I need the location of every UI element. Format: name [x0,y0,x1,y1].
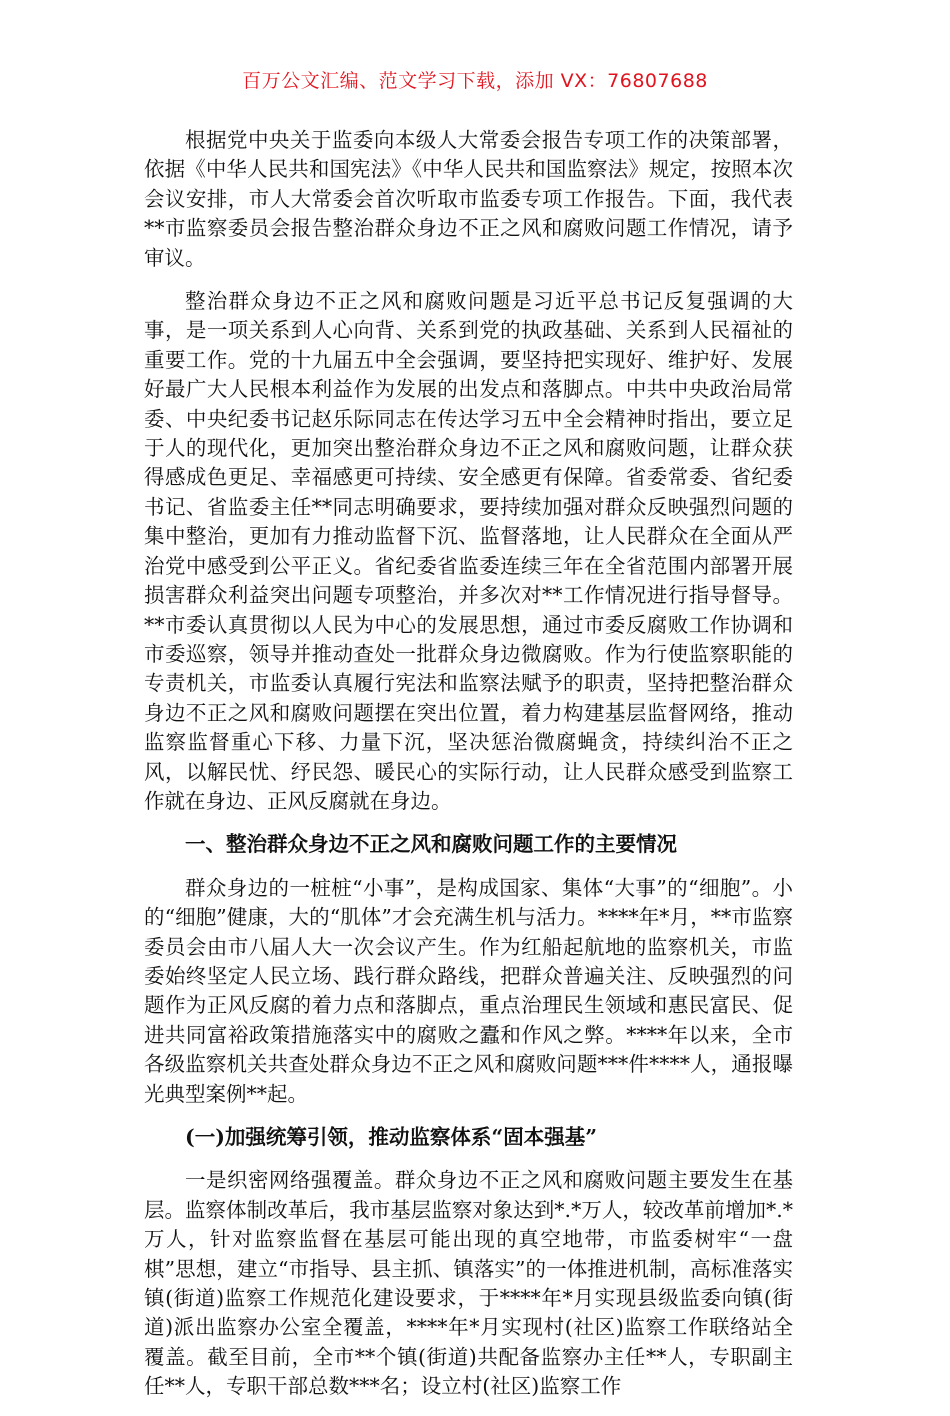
subsection-1-paragraph: 一是织密网络强覆盖。群众身边不正之风和腐败问题主要发生在基层。监察体制改革后，我市基层监察对象达到*.*万人，较改革前增加*.*万人，针对监察监督在基层可能出现的真空地带，市监委树牢“一盘棋”思想，建立“市指导、县主抓、镇落实”的一体推进机制，高标准落实镇(街道)监察工作规范化建设要求，于****年*月实现县级监委向镇(街道)派出监察办公室全覆盖，****年*月实现村(社区)监察工作联络站全覆盖。截至目前，全市**个镇(街道)共配备监察办主任**人，专职副主任**人，专职干部总数***名；设立村(社区)监察工作 [144,1168,793,1399]
watermark-banner: 百万公文汇编、范文学习下载，添加 VX：76807688 [242,70,708,92]
intro-paragraph: 根据党中央关于监委向本级人大常委会报告专项工作的决策部署，依据《中华人民共和国宪法》《中华人民共和国监察法》规定，按照本次会议安排，市人大常委会首次听取市监委专项工作报告。下面，我代表**市监察委员会报告整治群众身边不正之风和腐败问题工作情况，请予审议。 [144,128,793,270]
background-paragraph: 整治群众身边不正之风和腐败问题是习近平总书记反复强调的大事，是一项关系到人心向背、关系到党的执政基础、关系到人民福祉的重要工作。党的十九届五中全会强调，要坚持把实现好、维护好、发展好最广大人民根本利益作为发展的出发点和落脚点。中共中央政治局常委、中央纪委书记赵乐际同志在传达学习五中全会精神时指出，要立足于人的现代化，更加突出整治群众身边不正之风和腐败问题，让群众获得感成色更足、幸福感更可持续、安全感更有保障。省委常委、省纪委书记、省监委主任**同志明确要求，要持续加强对群众反映强烈问题的集中整治，更加有力推动监督下沉、监督落地，让人民群众在全面从严治党中感受到公平正义。省纪委省监委连续三年在全省范围内部署开展损害群众利益突出问题专项整治，并多次对**工作情况进行指导督导。**市委认真贯彻以人民为中心的发展思想，通过市委反腐败工作协调和市委巡察，领导并推动查处一批群众身边微腐败。作为行使监察职能的专责机关，市监委认真履行宪法和监察法赋予的职责，坚持把整治群众身边不正之风和腐败问题摆在突出位置，着力构建基层监督网络，推动监察监督重心下移、力量下沉，坚决惩治微腐蝇贪，持续纠治不正之风，以解民忧、纾民怨、暖民心的实际行动，让人民群众感受到监察工作就在身边、正风反腐就在身边。 [144,289,793,813]
document-body [144,126,793,1416]
section-1-paragraph: 群众身边的一桩桩“小事”，是构成国家、集体“大事”的“细胞”。小的“细胞”健康，大的“肌体”才会充满生机与活力。****年*月，**市监察委员会由市八届人大一次会议产生。作为红船起航地的监察机关，市监委始终坚定人民立场、践行群众路线，把群众普遍关注、反映强烈的问题作为正风反腐的着力点和落脚点，重点治理民生领域和惠民富民、促进共同富裕政策措施落实中的腐败之蠹和作风之弊。****年以来，全市各级监察机关共查处群众身边不正之风和腐败问题***件****人，通报曝光典型案例**起。 [144,875,793,1106]
subsection-heading-1: (一)加强统筹引领，推动监察体系“固本强基” [185,1125,597,1149]
section-heading-1: 一、整治群众身边不正之风和腐败问题工作的主要情况 [185,832,677,857]
